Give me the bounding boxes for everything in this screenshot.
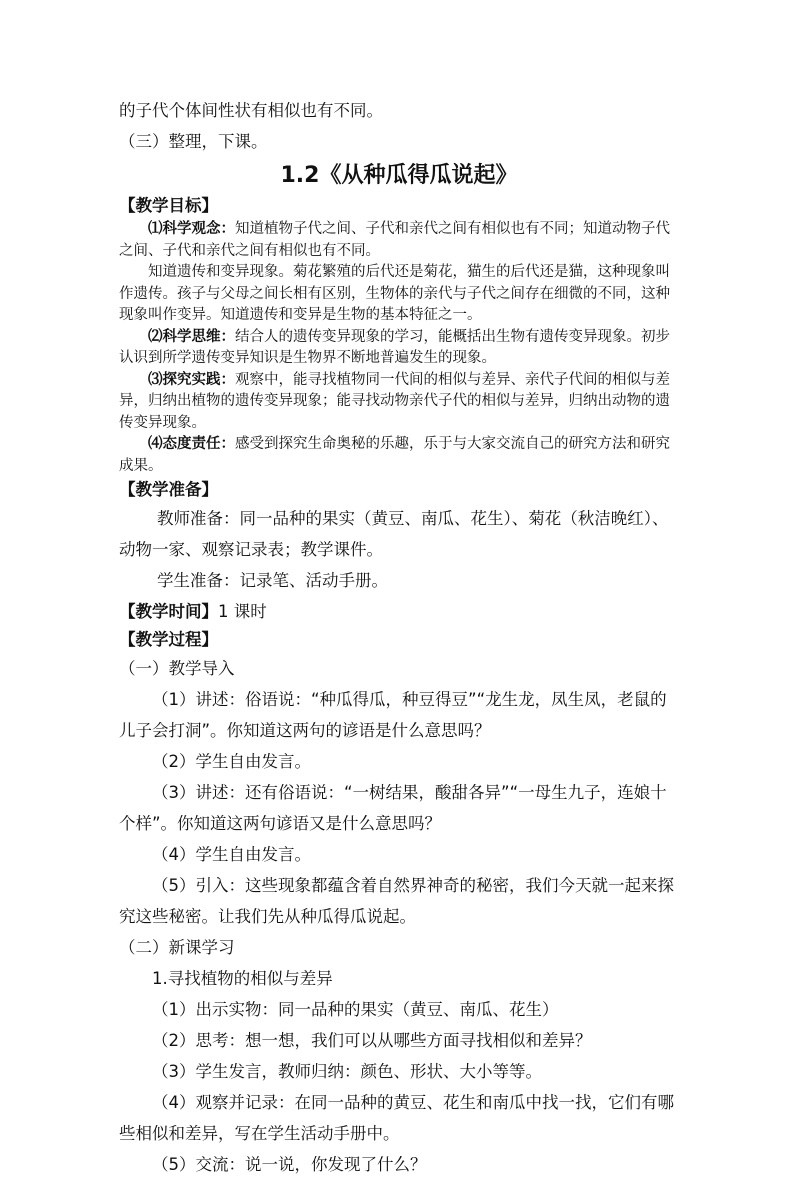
goal-paragraph bbox=[119, 370, 679, 435]
goal-label: ⑴科学观念： bbox=[148, 221, 235, 237]
process-step: （3）讲述：还有俗语说：“一树结果，酸甜各异”“一母生九子，连娘十个样”。你知道这两句谚语又是什么意思吗？ bbox=[119, 783, 667, 833]
goal-text: 知道植物子代之间、子代和亲代之间有相似也有不同；知道动物子代之间、子代和亲代之间有相似也有不同。 bbox=[119, 221, 670, 259]
prep-heading: 【教学准备】 bbox=[119, 480, 218, 499]
document-body bbox=[119, 95, 679, 1180]
lesson-title: 1.2《从种瓜得瓜说起》 bbox=[280, 163, 518, 188]
section-heading: （一）教学导入 bbox=[119, 659, 235, 678]
prep-student: 学生准备：记录笔、活动手册。 bbox=[156, 571, 388, 590]
time-value: 1 课时 bbox=[218, 602, 267, 621]
goal-paragraph bbox=[119, 219, 679, 262]
process-step: （5）引入：这些现象都蕴含着自然界神奇的秘密，我们今天就一起来探究这些秘密。让我们先从种瓜得瓜说起。 bbox=[119, 876, 674, 926]
goal-paragraph bbox=[119, 327, 679, 370]
goal-paragraph: 知道遗传和变异现象。菊花繁殖的后代还是菊花，猫生的后代还是猫，这种现象叫作遗传。孩子与父母之间长相有区别，生物体的亲代与子代之间存在细微的不同，这种现象叫作变异。知道遗传和变异是生物的基本特征之一。 bbox=[119, 264, 670, 323]
process-step: （5）交流：说一说，你发现了什么？ bbox=[152, 1155, 427, 1174]
goal-text: 观察中，能寻找植物同一代间的相似与差异、亲代子代间的相似与差异，归纳出植物的遗传变异现象；能寻找动物亲代子代的相似与差异，归纳出动物的遗传变异现象。 bbox=[119, 371, 670, 431]
text-line: （三）整理，下课。 bbox=[119, 132, 268, 151]
time-heading: 【教学时间】 bbox=[119, 602, 218, 621]
subsection-heading: 1.寻找植物的相似与差异 bbox=[152, 969, 333, 988]
process-step: （1）讲述：俗语说：“种瓜得瓜，种豆得豆”“龙生龙，凤生凤，老鼠的儿子会打洞”。你知道这两句的谚语是什么意思吗？ bbox=[119, 690, 667, 740]
process-step: （2）学生自由发言。 bbox=[152, 752, 311, 771]
process-step: （2）思考：想一想，我们可以从哪些方面寻找相似和差异？ bbox=[152, 1031, 592, 1050]
prep-teacher: 教师准备：同一品种的果实（黄豆、南瓜、花生）、菊花（秋洁晚红）、动物一家、观察记录表；教学课件。 bbox=[119, 509, 669, 559]
process-step: （4）观察并记录：在同一品种的黄豆、花生和南瓜中找一找，它们有哪些相似和差异，写在学生活动手册中。 bbox=[119, 1093, 674, 1143]
goal-text: 结合人的遗传变异现象的学习，能概括出生物有遗传变异现象。初步认识到所学遗传变异知识是生物界不断地普遍发生的现象。 bbox=[119, 328, 670, 366]
goals-heading: 【教学目标】 bbox=[119, 196, 218, 215]
goal-label: ⑵科学思维： bbox=[148, 328, 235, 345]
time-line bbox=[119, 596, 679, 627]
process-step: （3）学生发言，教师归纳：颜色、形状、大小等等。 bbox=[152, 1062, 542, 1081]
section-heading: （二）新课学习 bbox=[119, 938, 235, 957]
goal-paragraph bbox=[119, 434, 679, 477]
goal-label: ⑶探究实践： bbox=[148, 371, 235, 388]
text-line: 的子代个体间性状有相似也有不同。 bbox=[119, 101, 383, 120]
process-step: （4）学生自由发言。 bbox=[152, 845, 311, 864]
goal-text: 感受到探究生命奥秘的乐趣，乐于与大家交流自己的研究方法和研究成果。 bbox=[119, 436, 670, 474]
process-step: （1）出示实物：同一品种的果实（黄豆、南瓜、花生） bbox=[152, 1000, 559, 1019]
goal-label: ⑷态度责任： bbox=[148, 436, 235, 452]
process-heading: 【教学过程】 bbox=[119, 630, 218, 649]
